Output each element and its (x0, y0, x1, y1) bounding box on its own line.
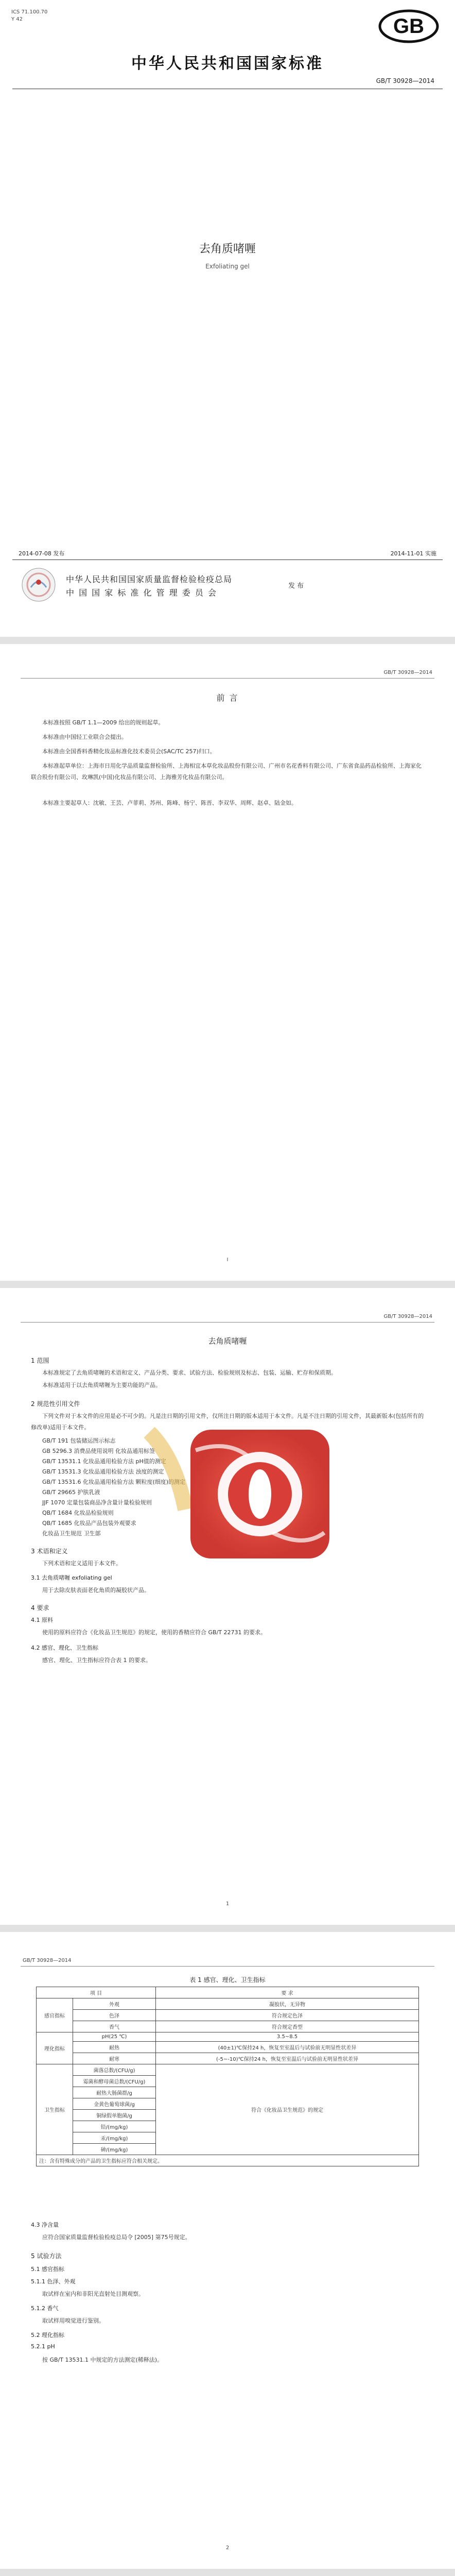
table-header-cell: 项 目 (37, 1987, 156, 1998)
section-heading: 3 术语和定义 (31, 1548, 68, 1555)
table-req-cell: 符合规定香型 (156, 2021, 419, 2032)
content-page-2 (0, 1932, 455, 2576)
section-text: 下列术语和定义适用于本文件。 (42, 1560, 121, 1567)
foreword-title: 前 言 (216, 693, 239, 703)
table-item-cell: 汞/(mg/kg) (73, 2132, 156, 2144)
table-item-cell: 砷/(mg/kg) (73, 2144, 156, 2155)
section-text: 应符合国家质量监督检验检疫总局令 [2005] 第75号规定。 (42, 2234, 191, 2241)
table-item-cell: 菌落总数/(CFU/g) (73, 2064, 156, 2076)
section-text: 下列文件对于本文件的应用是必不可少的。凡是注日期的引用文件，仅所注日期的版本适用于本文件。凡是不注日期的引用文件，其最新版本(包括所有的修改单)适用于本文件。 (31, 1413, 424, 1431)
definition-term: 3.1 去角质啫喱 exfoliating gel (31, 1574, 112, 1581)
foreword-page (0, 644, 455, 1288)
table-item-cell: 香气 (73, 2021, 156, 2032)
table-row (37, 2032, 419, 2042)
table-req-cell: (40±1)℃保持24 h，恢复至室温后与试验前无明显性状差异 (156, 2042, 419, 2053)
header-rule (21, 1966, 434, 1967)
section-heading: 2 规范性引用文件 (31, 1400, 80, 1408)
section-text: 感官、理化、卫生指标应符合表 1 的要求。 (42, 1657, 151, 1664)
table-group-cell: 卫生指标 (37, 2064, 73, 2155)
ref-item: QB/T 1684 化妆品检验规则 (42, 1510, 114, 1516)
ref-item: JJF 1070 定量包装商品净含量计量检验规则 (42, 1499, 152, 1506)
page-number: 1 (225, 1901, 230, 1907)
table-req-cell: 符合规定色泽 (156, 2010, 419, 2021)
table-row (37, 1998, 419, 2010)
section-text: 取试样用嗅觉进行鉴别。 (42, 2317, 104, 2324)
page-number: I (226, 1257, 229, 1263)
subsection-heading: 5.1.2 香气 (31, 2305, 59, 2312)
ref-item: 化妆品卫生规范 卫生部 (42, 1530, 101, 1537)
header-rule (21, 678, 434, 679)
ref-item: GB/T 191 包装储运图示标志 (42, 1437, 116, 1444)
table-item-cell: 色泽 (73, 2010, 156, 2021)
subsection-heading: 5.1 感官指标 (31, 2266, 64, 2273)
cover-doc-title: 去角质啫喱 (199, 243, 256, 256)
issuer-line-1: 中华人民共和国国家质量监督检验检疫总局 (66, 574, 233, 584)
definition-text: 用于去除皮肤表面老化角质的凝胶状产品。 (42, 1587, 150, 1594)
section-heading: 5 试验方法 (31, 2252, 62, 2260)
cover-std-no: GB/T 30928—2014 (376, 77, 434, 84)
section-heading: 1 范围 (31, 1357, 49, 1364)
section-heading: 4 要求 (31, 1604, 49, 1612)
table-item-cell: 霉菌和酵母菌总数/(CFU/g) (73, 2076, 156, 2087)
table-item-cell: 耐寒 (73, 2053, 156, 2064)
table-item-cell: 耐热大肠菌群/g (73, 2087, 156, 2098)
watermark-seal-icon (185, 1425, 335, 1564)
table-item-cell: 铅/(mg/kg) (73, 2121, 156, 2132)
ics-code: ICS 71.100.70 (11, 9, 48, 15)
issuer-suffix: 发 布 (288, 582, 304, 590)
ref-item: QB/T 1685 化妆品产品包装外观要求 (42, 1520, 136, 1527)
subsection-heading: 5.1.1 色泽、外观 (31, 2278, 76, 2285)
publish-date: 2014-07-08 发布 (19, 550, 65, 557)
implement-date: 2014-11-01 实施 (390, 550, 436, 557)
table-header-row (37, 1987, 419, 1998)
page-header-std: GB/T 30928—2014 (383, 670, 432, 675)
ref-item: GB/T 13531.1 化妆品通用检验方法 pH值的测定 (42, 1458, 166, 1465)
ref-item: GB/T 13531.3 化妆品通用检验方法 浊度的测定 (42, 1468, 164, 1475)
foreword-para: 本标准由中国轻工业联合会提出。 (42, 734, 127, 740)
section-text: 本标准适用于以去角质啫喱为主要功能的产品。 (42, 1382, 161, 1388)
cover-page (0, 0, 455, 644)
table-row (37, 2010, 419, 2021)
table-item-cell: 外观 (73, 1998, 156, 2010)
table-note: 注：含有特殊成分的产品的卫生指标应符合相关规定。 (37, 2155, 419, 2166)
page-number: 2 (225, 2545, 230, 2551)
page-header-std: GB/T 30928—2014 (383, 1314, 432, 1319)
gb-logo-text: GB (393, 15, 424, 38)
watermark-seal-side-icon (144, 1427, 190, 1515)
table-header-cell: 要 求 (156, 1987, 419, 1998)
ref-item: GB/T 13531.6 化妆品通用检验方法 颗粒度(细度)的测定 (42, 1479, 186, 1485)
table-title: 表 1 感官、理化、卫生指标 (189, 1976, 266, 1984)
table-req-cell: 符合《化妆品卫生规范》的规定 (156, 2064, 419, 2155)
table-item-cell: 铜绿假单胞菌/g (73, 2110, 156, 2121)
section-text: 本标准规定了去角质啫喱的术语和定义、产品分类、要求、试验方法、检验规则及标志、包装、运输、贮存和保质期。 (42, 1369, 337, 1376)
table-row (37, 2064, 419, 2076)
ref-item: GB/T 29665 护肤乳液 (42, 1489, 100, 1496)
issuer-line-2: 中 国 国 家 标 准 化 管 理 委 员 会 (66, 588, 217, 598)
header-rule (21, 1322, 434, 1323)
subsection-heading: 5.2 理化指标 (31, 2332, 64, 2338)
foreword-para: 本标准起草单位：上海市日用化学品质量监督检验所、上海相宜本草化妆品股份有限公司、广州市名花香料有限公司、广东省食品药品检验所、上海家化联合股份有限公司、玫琳凯(中国)化妆品有限公司、上海雅芳化妆品有限公司。 (31, 762, 422, 781)
subsection-heading: 4.3 净含量 (31, 2222, 59, 2228)
cover-doc-title-en: Exfoliating gel (205, 263, 250, 270)
table-req-cell: (-5~-10)℃保持24 h，恢复至室温后与试验前无明显性状差异 (156, 2053, 419, 2064)
table-item-cell: 金黄色葡萄球菌/g (73, 2098, 156, 2110)
table-row (37, 2021, 419, 2032)
table-row (37, 2053, 419, 2064)
table-row (37, 2042, 419, 2053)
subsection-heading: 4.2 感官、理化、卫生指标 (31, 1645, 98, 1651)
foreword-para: 本标准按照 GB/T 1.1—2009 给出的规则起草。 (42, 719, 164, 726)
foreword-para: 本标准由全国香料香精化妆品标准化技术委员会(SAC/TC 257)归口。 (42, 748, 216, 755)
table-item-cell: pH(25 ℃) (73, 2032, 156, 2042)
section-text: 按 GB/T 13531.1 中规定的方法测定(稀释法)。 (42, 2357, 163, 2363)
spec-table (36, 1987, 419, 2166)
table-note-row (37, 2155, 419, 2166)
content-page-1 (0, 1288, 455, 1932)
page-header-std: GB/T 30928—2014 (23, 1958, 72, 1963)
ccs-code: Y 42 (11, 16, 23, 22)
ref-item: GB 5296.3 消费品使用说明 化妆品通用标签 (42, 1448, 155, 1454)
table-req-cell: 凝胶状，无异物 (156, 1998, 419, 2010)
subsection-heading: 4.1 原料 (31, 1617, 53, 1623)
gb-logo (378, 8, 440, 44)
table-group-cell: 感官指标 (37, 1998, 73, 2032)
issuer-emblem-icon (21, 567, 57, 603)
section-text: 取试样在室内和非阳光直射处目测观察。 (42, 2291, 144, 2297)
foreword-para: 本标准主要起草人：沈敏、王芸、卢菲莉、苏州、陈峰、杨宁、陈晋、李双华、周辉、赵卓、陆金如。 (42, 800, 297, 806)
standard-title: 去角质啫喱 (208, 1336, 247, 1346)
cover-national-title: 中华人民共和国国家标准 (131, 55, 324, 73)
section-text: 使用的原料应符合《化妆品卫生规范》的规定，使用的香精应符合 GB/T 22731 的要求。 (42, 1629, 266, 1636)
table-req-cell: 3.5~8.5 (156, 2032, 419, 2042)
table-group-cell: 理化指标 (37, 2032, 73, 2064)
subsection-heading: 5.2.1 pH (31, 2343, 55, 2350)
table-item-cell: 耐热 (73, 2042, 156, 2053)
